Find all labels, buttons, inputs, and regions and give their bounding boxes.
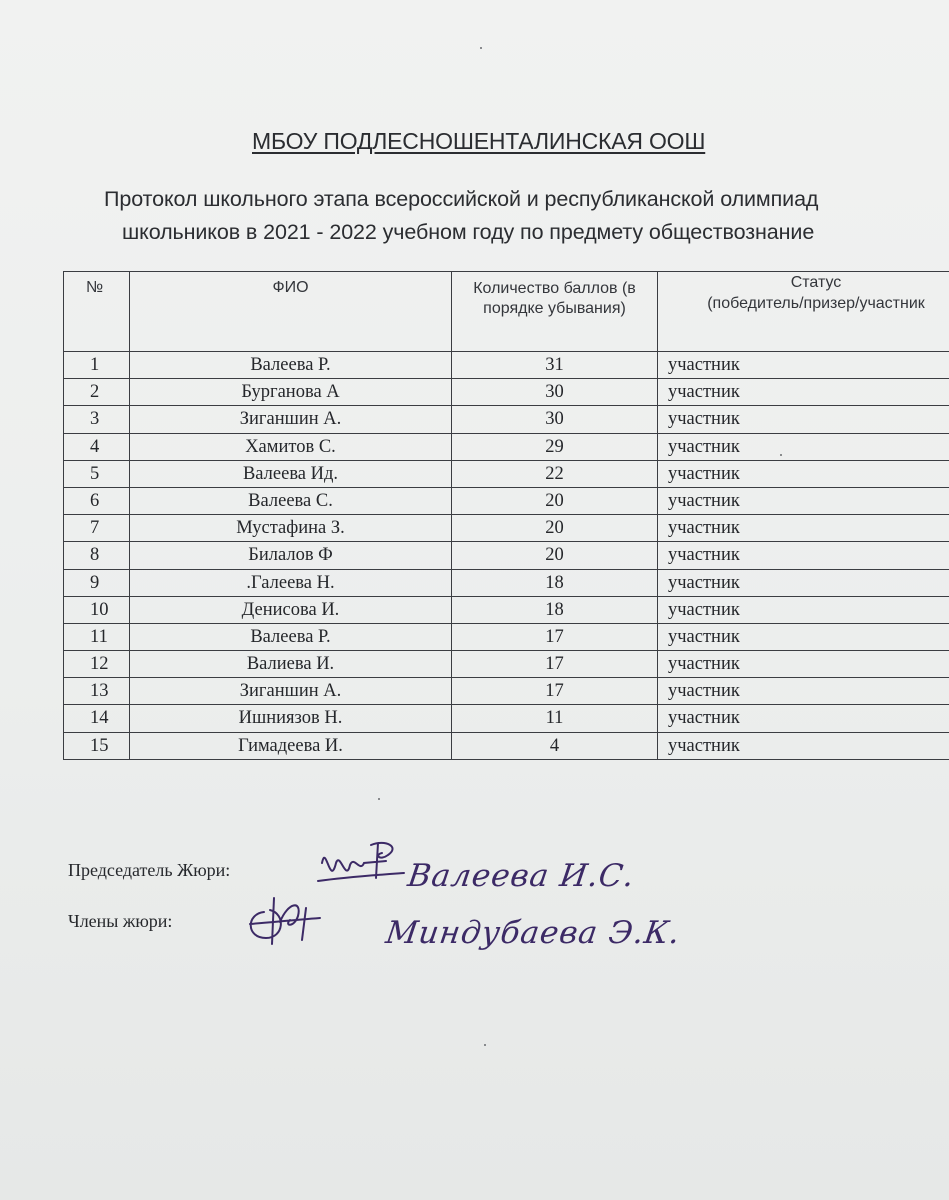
row-number: 1	[64, 352, 130, 378]
participant-score: 18	[452, 597, 658, 623]
row-number: 10	[64, 597, 130, 623]
participant-status: участник	[668, 409, 740, 430]
participant-name: Валеева С.	[130, 488, 452, 514]
participant-status: участник	[668, 436, 740, 457]
participant-name: Бурганова А	[130, 379, 452, 405]
participant-status: участник	[668, 572, 740, 593]
row-number: 14	[64, 705, 130, 731]
participant-name: Зиганшин А.	[130, 406, 452, 432]
header-status-title: Статус	[790, 274, 842, 291]
participant-name: Гимадеева И.	[130, 733, 452, 759]
row-number: 15	[64, 733, 130, 759]
participant-name: Валиева И.	[130, 651, 452, 677]
chair-signature	[316, 833, 406, 893]
table-row	[64, 597, 949, 624]
paper-speck	[484, 1044, 486, 1046]
participant-name: Денисова И.	[130, 597, 452, 623]
table-row	[64, 488, 949, 515]
row-number: 13	[64, 678, 130, 704]
header-number: №	[64, 272, 130, 351]
header-score: Количество баллов (в порядке убывания)	[452, 272, 658, 351]
row-number: 9	[64, 570, 130, 596]
participant-name: Валеева Р.	[130, 352, 452, 378]
participant-status: участник	[668, 382, 740, 403]
participant-status: участник	[668, 681, 740, 702]
participant-name: .Галеева Н.	[130, 570, 452, 596]
participant-name: Ишниязов Н.	[130, 705, 452, 731]
row-number: 7	[64, 515, 130, 541]
header-name: ФИО	[130, 272, 452, 351]
participant-name: Валеева Р.	[130, 624, 452, 650]
table-row	[64, 379, 949, 406]
chair-label: Председатель Жюри:	[68, 860, 231, 880]
table-row	[64, 651, 949, 678]
jury-name-handwritten: Миндубаева Э.К.	[383, 915, 683, 951]
participant-status: участник	[668, 518, 740, 539]
table-row	[64, 434, 949, 461]
header-status-options: (победитель/призер/участник	[707, 295, 925, 312]
participant-name: Зиганшин А.	[130, 678, 452, 704]
participant-score: 31	[452, 352, 658, 378]
table-row	[64, 733, 949, 760]
jury-label: Члены жюри:	[68, 911, 173, 931]
participant-score: 22	[452, 461, 658, 487]
paper-speck	[480, 47, 482, 49]
participant-score: 17	[452, 651, 658, 677]
participant-score: 4	[452, 733, 658, 759]
row-number: 3	[64, 406, 130, 432]
table-row	[64, 542, 949, 569]
header-status	[658, 272, 949, 351]
table-row	[64, 461, 949, 488]
school-name: МБОУ ПОДЛЕСНОШЕНТАЛИНСКАЯ ООШ	[252, 128, 706, 154]
participant-score: 17	[452, 624, 658, 650]
table-row	[64, 570, 949, 597]
row-number: 8	[64, 542, 130, 568]
participant-score: 20	[452, 515, 658, 541]
row-number: 12	[64, 651, 130, 677]
participant-status: участник	[668, 626, 740, 647]
participant-score: 11	[452, 705, 658, 731]
participant-score: 30	[452, 406, 658, 432]
protocol-title-line-2: школьников в 2021 - 2022 учебном году по предмету обществознание	[122, 220, 815, 244]
participant-name: Валеева Ид.	[130, 461, 452, 487]
paper-speck	[378, 798, 380, 800]
participant-score: 30	[452, 379, 658, 405]
participant-status: участник	[668, 355, 740, 375]
participant-score: 20	[452, 488, 658, 514]
participant-status: участник	[668, 545, 740, 566]
participant-score: 18	[452, 570, 658, 596]
participant-status: участник	[668, 599, 740, 620]
row-number: 11	[64, 624, 130, 650]
paper-speck	[780, 454, 782, 456]
participant-score: 17	[452, 678, 658, 704]
table-row	[64, 515, 949, 542]
participant-name: Билалов Ф	[130, 542, 452, 568]
participant-status: участник	[668, 735, 740, 756]
row-number: 6	[64, 488, 130, 514]
protocol-title-line-1: Протокол школьного этапа всероссийской и республиканской олимпиад	[104, 187, 819, 211]
row-number: 4	[64, 434, 130, 460]
row-number: 2	[64, 379, 130, 405]
table-row	[64, 678, 949, 705]
row-number: 5	[64, 461, 130, 487]
participant-status: участник	[668, 490, 740, 511]
table-header-row	[64, 272, 949, 352]
participant-name: Хамитов С.	[130, 434, 452, 460]
participant-status: участник	[668, 463, 740, 484]
table-row	[64, 406, 949, 433]
participant-score: 29	[452, 434, 658, 460]
table-row	[64, 352, 949, 379]
results-table	[63, 271, 949, 760]
participant-status: участник	[668, 654, 740, 675]
table-row	[64, 705, 949, 732]
table-row	[64, 624, 949, 651]
participant-name: Мустафина З.	[130, 515, 452, 541]
participant-status: участник	[668, 708, 740, 729]
chair-name-handwritten: Валеева И.С.	[405, 858, 638, 894]
table-body	[64, 352, 949, 760]
participant-score: 20	[452, 542, 658, 568]
jury-signature	[244, 892, 324, 952]
